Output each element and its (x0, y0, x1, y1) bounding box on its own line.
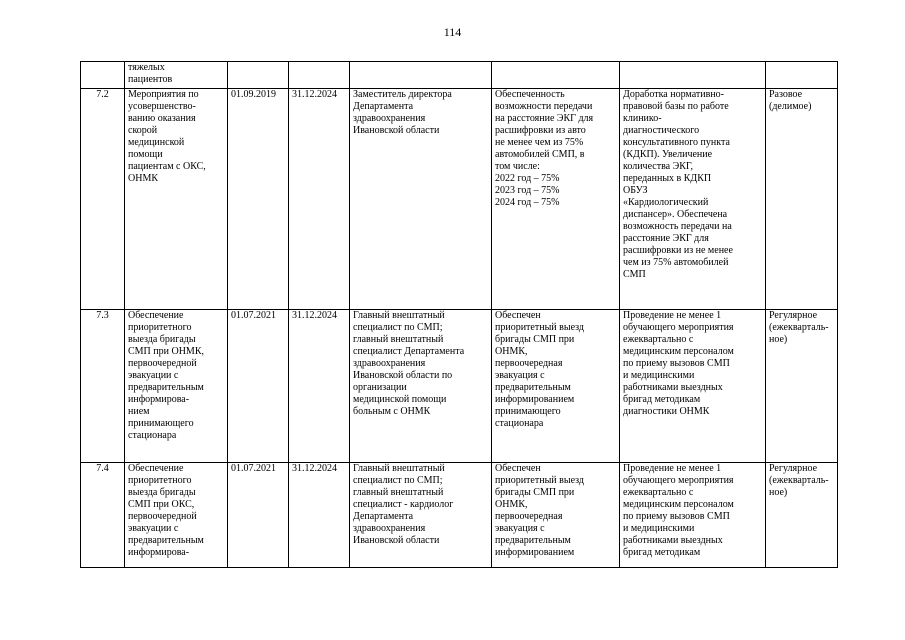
cell-type: Разовое (делимое) (766, 89, 838, 310)
cell-end: 31.12.2024 (289, 89, 350, 310)
cell-result: Доработка нормативно- правовой базы по работе клинико- диагностического консультативного пункта (КДКП). Увеличение количества ЭКГ, переданных в КДКП ОБУЗ «Кардиологический диспансер». Обеспечена возможность передачи на расстояние ЭКГ для расшифровки из не менее чем из 75% автомобилей СМП (620, 89, 766, 310)
cell-num (81, 62, 125, 89)
table-row (81, 89, 838, 310)
cell-responsible: Заместитель директора Департамента здравоохранения Ивановской области (350, 89, 492, 310)
cell-responsible: Главный внештатный специалист по СМП; главный внештатный специалист Департамента здравоохранения Ивановской области по организации медицинской помощи больным с ОНМК (350, 310, 492, 463)
cell-end (289, 62, 350, 89)
cell-responsible: Главный внештатный специалист по СМП; главный внештатный специалист - кардиолог Департамента здравоохранения Ивановской области (350, 463, 492, 568)
cell-end: 31.12.2024 (289, 463, 350, 568)
cell-responsible (350, 62, 492, 89)
cell-result: Проведение не менее 1 обучающего мероприятия ежеквартально с медицинским персоналом по приему вызовов СМП и медицинскими работниками выездных бригад методикам диагностики ОНМК (620, 310, 766, 463)
cell-result (620, 62, 766, 89)
page-number: 114 (443, 25, 462, 39)
cell-indicator: Обеспечен приоритетный выезд бригады СМП при ОНМК, первоочередная эвакуация с предварительным информированием принимающего стационара (492, 310, 620, 463)
cell-num: 7.4 (81, 463, 125, 568)
cell-num: 7.3 (81, 310, 125, 463)
cell-name: Обеспечение приоритетного выезда бригады СМП при ОКС, первоочередной эвакуации с предварительным информирова- (125, 463, 228, 568)
cell-start (228, 62, 289, 89)
cell-indicator: Обеспеченность возможности передачи на расстояние ЭКГ для расшифровки из авто не менее чем из 75% автомобилей СМП, в том числе: 2022 год – 75% 2023 год – 75% 2024 год – 75% (492, 89, 620, 310)
cell-indicator: Обеспечен приоритетный выезд бригады СМП при ОНМК, первоочередная эвакуация с предварительным информированием (492, 463, 620, 568)
cell-type: Регулярное (ежекварталь- ное) (766, 310, 838, 463)
plan-table (80, 61, 838, 568)
cell-name: тяжелых пациентов (125, 62, 228, 89)
table-row (81, 310, 838, 463)
cell-start: 01.09.2019 (228, 89, 289, 310)
cell-type (766, 62, 838, 89)
cell-result: Проведение не менее 1 обучающего мероприятия ежеквартально с медицинским персоналом по приему вызовов СМП и медицинскими работниками выездных бригад методикам (620, 463, 766, 568)
cell-indicator (492, 62, 620, 89)
table-row (81, 463, 838, 568)
cell-type: Регулярное (ежекварталь- ное) (766, 463, 838, 568)
cell-name: Мероприятия по усовершенство- ванию оказания скорой медицинской помощи пациентам с ОКС, ОНМК (125, 89, 228, 310)
cell-num: 7.2 (81, 89, 125, 310)
cell-start: 01.07.2021 (228, 310, 289, 463)
cell-name: Обеспечение приоритетного выезда бригады СМП при ОНМК, первоочередной эвакуации с предварительным информирова- нием принимающего стационара (125, 310, 228, 463)
table-row-continuation (81, 62, 838, 89)
cell-end: 31.12.2024 (289, 310, 350, 463)
cell-start: 01.07.2021 (228, 463, 289, 568)
